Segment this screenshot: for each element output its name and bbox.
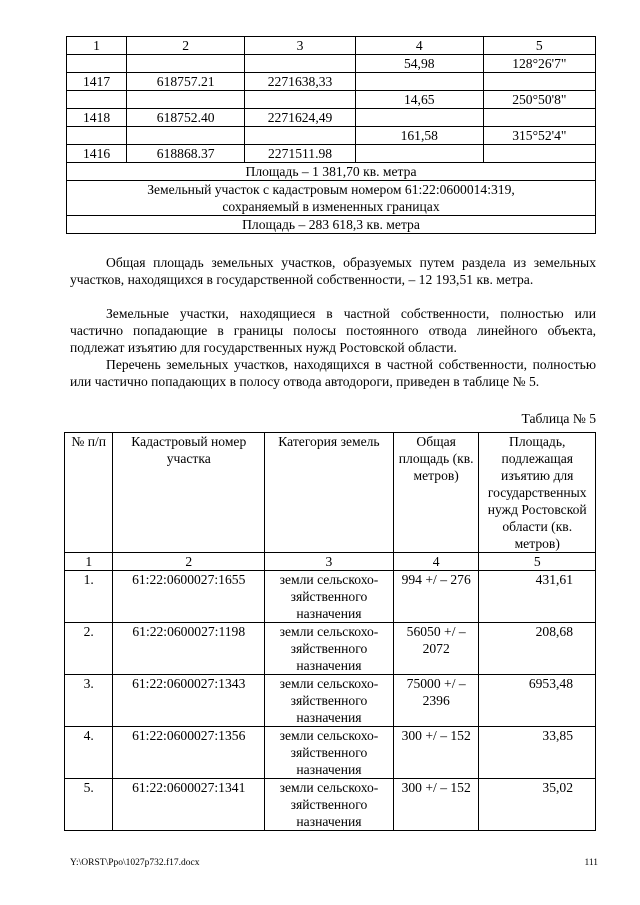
area-summary: Площадь – 1 381,70 кв. метра: [67, 163, 596, 181]
table-cell: [127, 91, 245, 109]
table-cell: 618757.21: [127, 73, 245, 91]
header-cell: Категория земель: [265, 433, 394, 553]
land-category: земли сельскохо-зяйственного назначения: [265, 623, 394, 675]
header-cell: Площадь, подлежащая изъятию для государственных нужд Ростовской области (кв. метров): [479, 433, 596, 553]
table-row: [65, 779, 596, 831]
table-cell: 250°50'8": [483, 91, 595, 109]
table-row: [65, 623, 596, 675]
table-row: [65, 675, 596, 727]
seized-area: 208,68: [479, 623, 596, 675]
table-row: [67, 55, 596, 73]
table-row: [67, 73, 596, 91]
column-number: 5: [479, 553, 596, 571]
table-cell: 2271624,49: [245, 109, 356, 127]
table-cell: [355, 145, 483, 163]
table-row: [67, 127, 596, 145]
table-row: [67, 163, 596, 181]
table-cell: [127, 127, 245, 145]
header-cell: 2: [127, 37, 245, 55]
footer-file-path: Y:\ORST\Ppo\1027p732.f17.docx: [70, 858, 200, 868]
page-number: 111: [584, 858, 598, 868]
seized-area: 6953,48: [479, 675, 596, 727]
seized-area: 35,02: [479, 779, 596, 831]
column-number: 1: [65, 553, 113, 571]
table-cell: 2271511.98: [245, 145, 356, 163]
coordinates-table: [66, 36, 596, 234]
row-number: 4.: [65, 727, 113, 779]
column-number: 4: [393, 553, 479, 571]
land-category: земли сельскохо-зяйственного назначения: [265, 727, 394, 779]
table-cell: 1418: [67, 109, 127, 127]
cadastral-number: 61:22:0600027:1341: [113, 779, 265, 831]
header-cell: 4: [355, 37, 483, 55]
land-parcels-table: [64, 432, 596, 831]
header-cell: Кадастровый номер участка: [113, 433, 265, 553]
table-cell: 618868.37: [127, 145, 245, 163]
row-number: 2.: [65, 623, 113, 675]
land-category: земли сельскохо-зяйственного назначения: [265, 571, 394, 623]
table-row: [65, 727, 596, 779]
row-number: 3.: [65, 675, 113, 727]
table-cell: [245, 127, 356, 145]
table-row: [65, 571, 596, 623]
cadastral-number: 61:22:0600027:1356: [113, 727, 265, 779]
cadastral-number: 61:22:0600027:1655: [113, 571, 265, 623]
table-cell: 2271638,33: [245, 73, 356, 91]
table-cell: [483, 73, 595, 91]
row-number: 1.: [65, 571, 113, 623]
header-cell: Общая площадь (кв. метров): [393, 433, 479, 553]
table-cell: 315°52'4": [483, 127, 595, 145]
cadastral-number: 61:22:0600027:1198: [113, 623, 265, 675]
column-number: 3: [265, 553, 394, 571]
table-cell: [355, 73, 483, 91]
table-cell: 1416: [67, 145, 127, 163]
header-cell: 3: [245, 37, 356, 55]
table-caption: Таблица № 5: [521, 411, 596, 426]
table-cell: [245, 55, 356, 73]
table-cell: 618752.40: [127, 109, 245, 127]
table-row: [67, 109, 596, 127]
row-number: 5.: [65, 779, 113, 831]
header-cell: 1: [67, 37, 127, 55]
table-cell: [67, 91, 127, 109]
table-cell: 54,98: [355, 55, 483, 73]
parcel-line: Земельный участок с кадастровым номером 61:22:0600014:319,: [147, 182, 515, 197]
table-cell: [483, 109, 595, 127]
table-cell: 161,58: [355, 127, 483, 145]
table-header-row: [67, 37, 596, 55]
body-paragraph: Земельные участки, находящиеся в частной собственности, полностью или частично попадающие в границы полосы постоянного отвода линейного объекта, подлежат изъятию для государственных нужд Ростовской области.: [70, 306, 596, 355]
column-number-row: [65, 553, 596, 571]
seized-area: 33,85: [479, 727, 596, 779]
table-row: [67, 181, 596, 216]
total-area: 300 +/ – 152: [393, 779, 479, 831]
table-row: [67, 91, 596, 109]
table-cell: 128°26'7": [483, 55, 595, 73]
table-cell: 1417: [67, 73, 127, 91]
table-cell: [67, 127, 127, 145]
table-header-row: [65, 433, 596, 553]
parcel-line: сохраняемый в измененных границах: [222, 199, 440, 214]
table-cell: [355, 109, 483, 127]
total-area: 994 +/ – 276: [393, 571, 479, 623]
table-cell: [483, 145, 595, 163]
table-row: [67, 145, 596, 163]
area-summary: Площадь – 283 618,3 кв. метра: [67, 216, 596, 234]
table-cell: [67, 55, 127, 73]
land-category: земли сельскохо-зяйственного назначения: [265, 779, 394, 831]
total-area: 56050 +/ – 2072: [393, 623, 479, 675]
seized-area: 431,61: [479, 571, 596, 623]
body-paragraph: Перечень земельных участков, находящихся в частной собственности, полностью или частично попадающих в полосу отвода автодороги, приведен в таблице № 5.: [70, 357, 596, 389]
table-cell: 14,65: [355, 91, 483, 109]
land-category: земли сельскохо-зяйственного назначения: [265, 675, 394, 727]
table-cell: [127, 55, 245, 73]
total-area: 300 +/ – 152: [393, 727, 479, 779]
header-cell: № п/п: [65, 433, 113, 553]
table-row: [67, 216, 596, 234]
header-cell: 5: [483, 37, 595, 55]
total-area: 75000 +/ – 2396: [393, 675, 479, 727]
body-paragraph: Общая площадь земельных участков, образуемых путем раздела из земельных участков, находящихся в государственной собственности, – 12 193,51 кв. метра.: [70, 255, 596, 287]
column-number: 2: [113, 553, 265, 571]
cadastral-number: 61:22:0600027:1343: [113, 675, 265, 727]
parcel-description: [67, 181, 596, 216]
table-cell: [245, 91, 356, 109]
